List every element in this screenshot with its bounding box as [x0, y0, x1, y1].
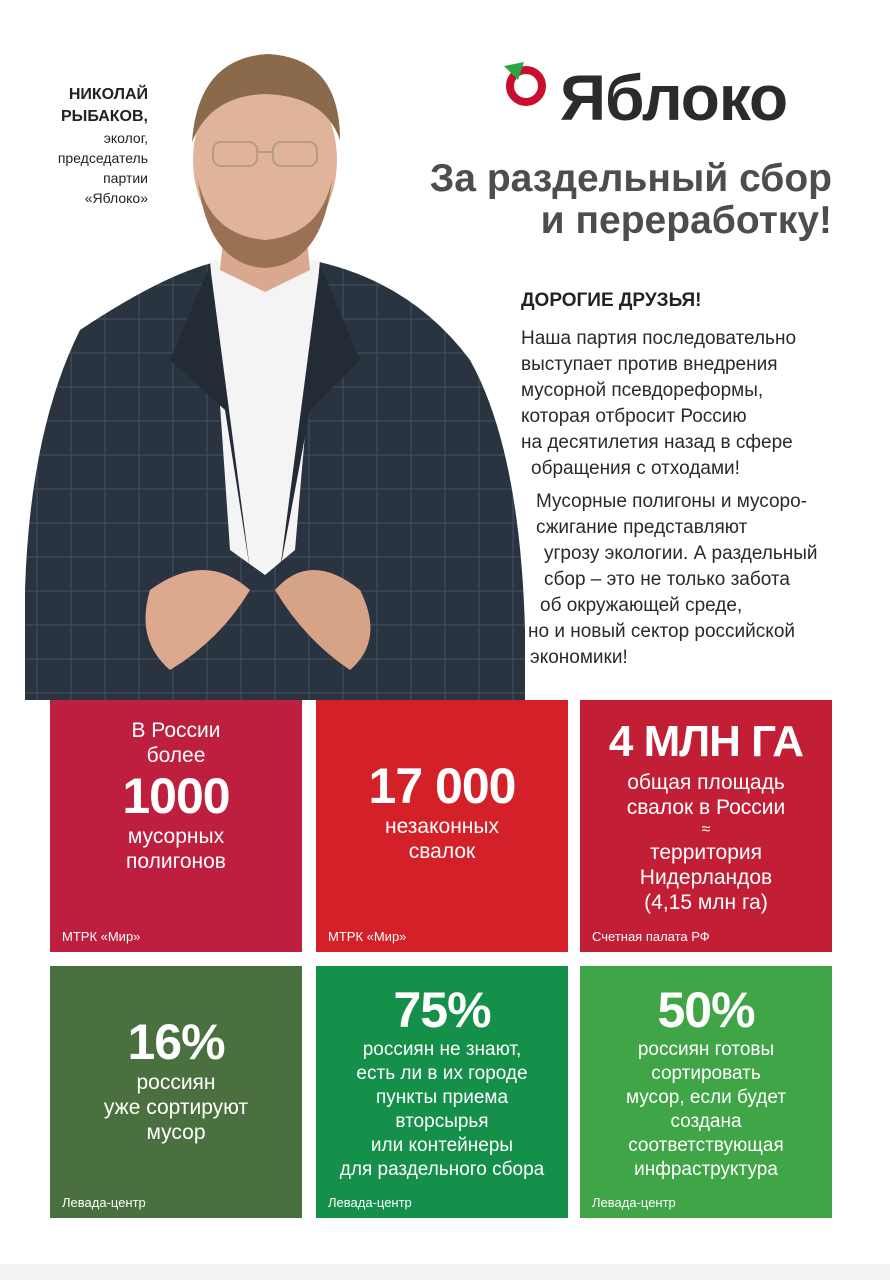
headline-line2: и переработку!: [540, 199, 832, 242]
p2-line: Мусорные полигоны и мусоро-: [536, 491, 808, 512]
stat-text: полигонов: [126, 850, 226, 873]
stat-text: Нидерландов: [639, 866, 773, 889]
stat-text: мусорных: [127, 825, 225, 848]
stat-text: создана: [670, 1111, 742, 1132]
stat-text: сортировать: [651, 1063, 761, 1084]
stat-number: 16%: [127, 1014, 225, 1070]
bottom-strip: [0, 1264, 890, 1280]
headline: [352, 158, 832, 242]
p2-line: экономики!: [530, 647, 628, 668]
p1-line: обращения с отходами!: [531, 458, 740, 479]
stat-text: мусор, если будет: [625, 1087, 787, 1108]
stat-text: россиян не знают,: [362, 1039, 522, 1060]
stat-tile-landfills: [50, 700, 302, 952]
paragraph-1: [521, 326, 796, 482]
stat-source: Счетная палата РФ: [592, 929, 710, 944]
person-name-line1: НИКОЛАЙ: [68, 86, 148, 103]
stat-text: мусор: [146, 1121, 206, 1144]
p1-line: которая отбросит Россию: [521, 406, 747, 427]
stat-number: 4 МЛН ГА: [608, 717, 804, 766]
person-role-line4: «Яблоко»: [84, 190, 148, 206]
stat-number: 75%: [393, 982, 491, 1038]
stat-number: 1000: [122, 768, 230, 824]
stat-text: (4,15 млн га): [644, 891, 768, 914]
p2-line: угрозу экологии. А раздельный: [544, 543, 818, 564]
stat-text: соответствующая: [628, 1135, 784, 1156]
p1-line: на десятилетия назад в сфере: [521, 432, 793, 453]
stat-text: или контейнеры: [370, 1135, 514, 1156]
p2-line: но и новый сектор российской: [528, 621, 795, 642]
stat-text: более: [146, 744, 206, 767]
stat-text: россиян: [136, 1071, 216, 1094]
person-role-line2: председатель: [57, 150, 148, 166]
stat-source: МТРК «Мир»: [62, 929, 141, 944]
person-caption: [20, 84, 148, 208]
stat-text: вторсырья: [395, 1111, 489, 1132]
stat-text: для раздельного сбора: [339, 1159, 545, 1180]
stat-tile-unaware: [316, 966, 568, 1218]
headline-line1: За раздельный сбор: [429, 157, 832, 200]
stat-source: Левада-центр: [328, 1195, 412, 1210]
greeting: ДОРОГИЕ ДРУЗЬЯ!: [521, 290, 702, 311]
stat-number: 17 000: [368, 758, 516, 814]
stat-text: свалок: [408, 840, 476, 863]
person-role-line3: партии: [103, 170, 148, 186]
stat-text: свалок в России: [626, 796, 786, 819]
p2-line: сбор – это не только забота: [544, 569, 790, 590]
stat-source: МТРК «Мир»: [328, 929, 407, 944]
party-logo: [504, 56, 844, 136]
stat-number: 50%: [657, 982, 755, 1038]
stat-text: пункты приема: [375, 1087, 509, 1108]
stat-text: инфраструктура: [634, 1159, 778, 1180]
stat-tile-dump-area: [580, 700, 832, 952]
stat-tile-sorting-now: [50, 966, 302, 1218]
paragraph-2: [528, 489, 818, 671]
logo-text: Яблоко: [560, 62, 788, 134]
p2-line: сжигание представляют: [536, 517, 748, 538]
p1-line: Наша партия последовательно: [521, 328, 797, 349]
person-role-line1: эколог,: [103, 130, 148, 146]
stat-text: россиян готовы: [637, 1039, 775, 1060]
stat-tile-ready-to-sort: [580, 966, 832, 1218]
person-name-line2: РЫБАКОВ,: [61, 108, 148, 125]
p1-line: мусорной псевдореформы,: [521, 380, 764, 401]
stat-text: уже сортируют: [103, 1096, 249, 1119]
p1-line: выступает против внедрения: [521, 354, 778, 375]
stat-text: незаконных: [384, 815, 499, 838]
stat-tile-illegal-dumps: [316, 700, 568, 952]
stat-text: В России: [131, 719, 221, 742]
stat-source: Левада-центр: [62, 1195, 146, 1210]
p2-line: об окружающей среде,: [540, 595, 743, 616]
stat-text: территория: [650, 841, 762, 864]
stat-text: ≈: [701, 821, 711, 838]
stat-text: общая площадь: [627, 771, 785, 794]
apple-ring-icon: [504, 60, 552, 108]
stat-source: Левада-центр: [592, 1195, 676, 1210]
stat-text: есть ли в их городе: [356, 1063, 528, 1084]
